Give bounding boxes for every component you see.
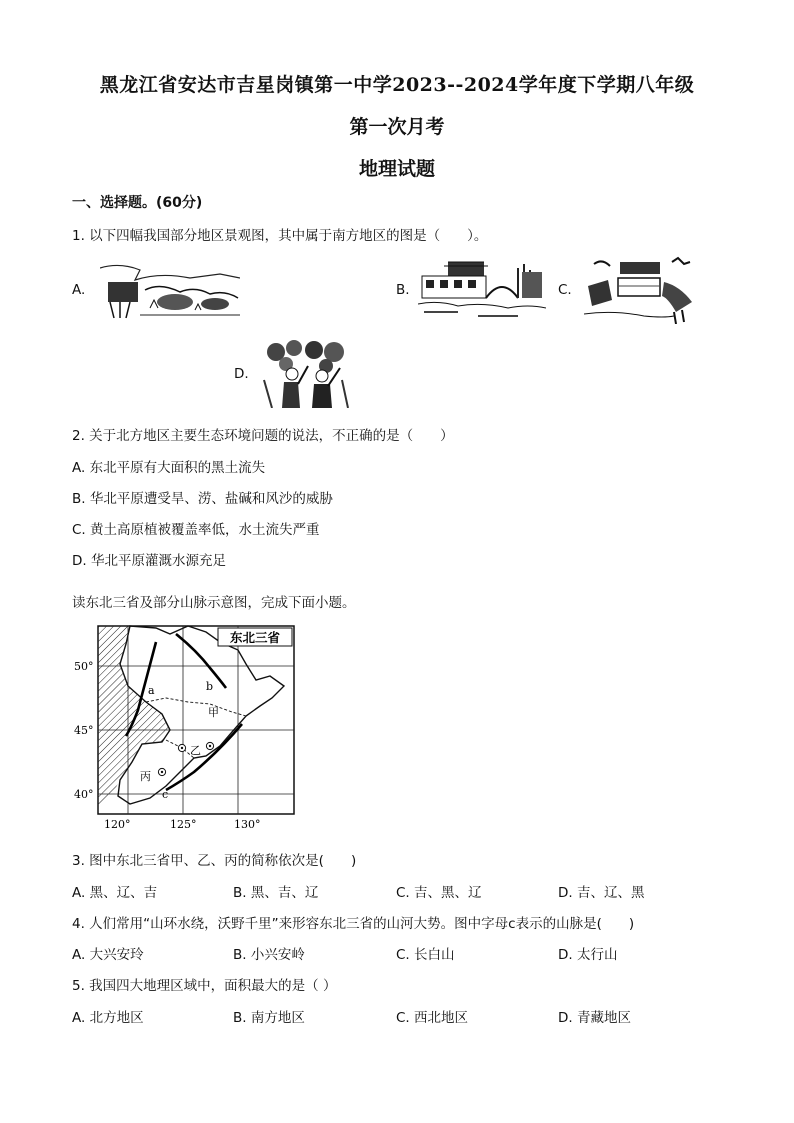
q1-image-d-farmers (262, 340, 350, 408)
capital-marker-jia (178, 744, 185, 751)
section-heading: 一、选择题。(60分) (72, 195, 203, 211)
northeast-china-map (70, 620, 310, 834)
label-mountain-a: a (148, 684, 155, 697)
q1-stem: 1. 以下四幅我国部分地区景观图，其中属于南方地区的图是（ ）。 (72, 228, 488, 244)
q5-option-a: A. 北方地区 (72, 1010, 144, 1026)
q1-image-a-landscape (100, 260, 240, 320)
map-intro: 读东北三省及部分山脉示意图，完成下面小题。 (72, 595, 356, 611)
q3-stem: 3. 图中东北三省甲、乙、丙的简称依次是( ) (72, 853, 357, 869)
q1-label-d: D. (234, 366, 249, 382)
lat-label-40: 40° (74, 788, 94, 801)
q5-option-c: C. 西北地区 (396, 1010, 469, 1026)
q2-option-a: A. 东北平原有大面积的黑土流失 (72, 460, 266, 476)
q2-option-d: D. 华北平原灌溉水源充足 (72, 553, 226, 569)
q1-label-b: B. (396, 282, 410, 298)
q3-option-b: B. 黑、吉、辽 (233, 885, 319, 901)
lat-label-50: 50° (74, 660, 94, 673)
capital-marker-yi (206, 742, 213, 749)
lon-label-130: 130° (234, 818, 261, 831)
q4-option-d: D. 太行山 (558, 947, 618, 963)
q5-option-d: D. 青藏地区 (558, 1010, 631, 1026)
label-mountain-c: c (162, 788, 169, 801)
exam-subject-title: 地理试题 (358, 158, 435, 180)
q1-image-b-watertown (418, 258, 546, 322)
capital-marker-bing (158, 768, 165, 775)
q5-option-b: B. 南方地区 (233, 1010, 305, 1026)
q4-stem: 4. 人们常用“山环水绕，沃野千里”来形容东北三省的山河大势。图中字母c表示的山脉是( ) (72, 916, 635, 932)
lat-label-45: 45° (74, 724, 94, 737)
q3-option-d: D. 吉、辽、黑 (558, 885, 645, 901)
exam-title-line1: 黑龙江省安达市吉星岗镇第一中学2023--2024学年度下学期八年级 (99, 74, 695, 96)
q4-option-b: B. 小兴安岭 (233, 947, 305, 963)
q3-option-a: A. 黑、辽、吉 (72, 885, 158, 901)
q4-option-a: A. 大兴安玲 (72, 947, 144, 963)
q1-label-c: C. (558, 282, 572, 298)
label-mountain-b: b (206, 680, 214, 693)
q5-stem: 5. 我国四大地理区域中，面积最大的是（ ） (72, 978, 337, 994)
map-title: 东北三省 (229, 630, 281, 645)
q2-option-b: B. 华北平原遭受旱、涝、盐碱和风沙的威胁 (72, 491, 333, 507)
q3-option-c: C. 吉、黑、辽 (396, 885, 482, 901)
q2-stem: 2. 关于北方地区主要生态环境问题的说法，不正确的是（ ） (72, 428, 454, 444)
lon-label-120: 120° (104, 818, 131, 831)
label-province-yi: 乙 (190, 744, 201, 757)
lon-label-125: 125° (170, 818, 197, 831)
q4-option-c: C. 长白山 (396, 947, 455, 963)
q2-option-c: C. 黄土高原植被覆盖率低，水土流失严重 (72, 522, 320, 538)
q1-label-a: A. (72, 282, 86, 298)
q1-image-c-village (584, 256, 698, 324)
label-province-bing: 丙 (140, 770, 151, 783)
exam-title-line2: 第一次月考 (349, 116, 445, 138)
label-province-jia: 甲 (208, 706, 219, 719)
